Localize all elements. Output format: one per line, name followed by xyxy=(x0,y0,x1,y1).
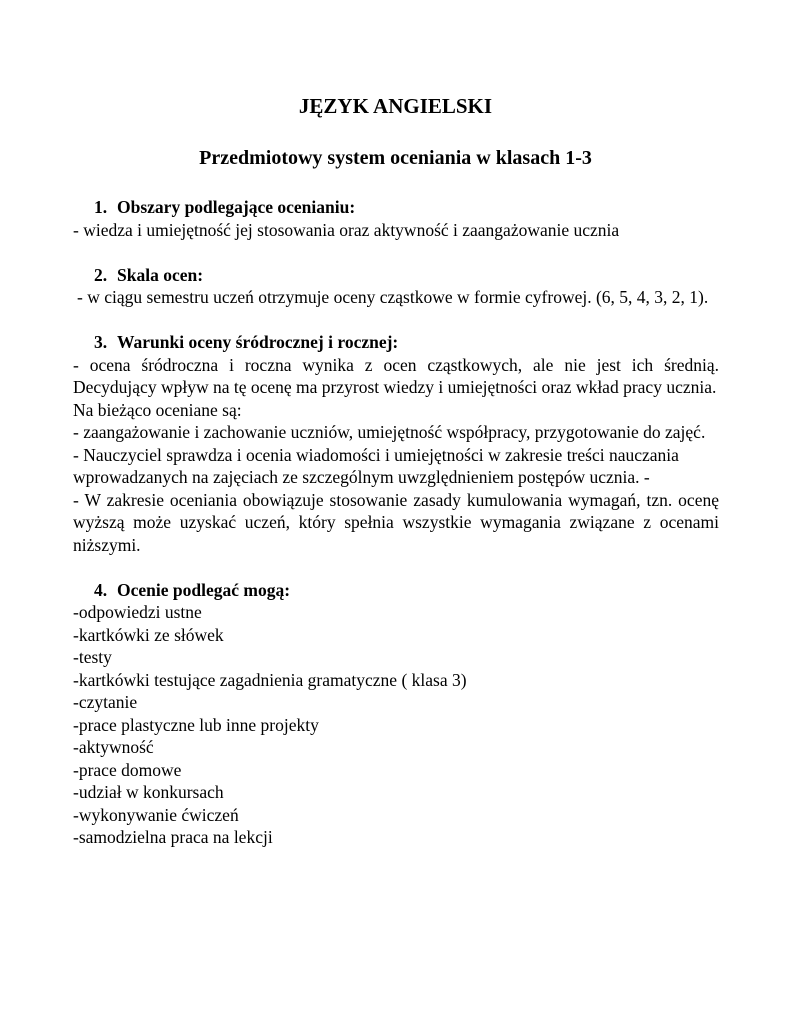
assessable-items-list xyxy=(73,601,719,849)
paragraph: - Nauczyciel sprawdza i ocenia wiadomości i umiejętności w zakresie treści nauczania xyxy=(73,444,679,465)
section-heading-text: Warunki oceny śródrocznej i rocznej: xyxy=(117,332,399,352)
paragraph: - zaangażowanie i zachowanie uczniów, umiejętność współpracy, przygotowanie do zajęć. xyxy=(73,422,706,442)
section-heading xyxy=(73,331,719,354)
paragraph: Na bieżąco oceniane są: xyxy=(73,399,242,420)
paragraph: - ocena śródroczna i roczna wynika z ocen cząstkowych, ale nie jest ich średnią. Decydujący wpływ na tę ocenę ma przyrost wiedzy i umiejętności oraz wkład pracy ucznia. xyxy=(73,354,719,397)
section-number: 1. xyxy=(94,197,108,217)
document-body xyxy=(73,196,719,871)
list-item: -czytanie xyxy=(73,692,138,712)
list-item: -prace plastyczne lub inne projekty xyxy=(73,714,319,735)
list-item: -samodzielna praca na lekcji xyxy=(73,827,273,847)
section-heading-text: Ocenie podlegać mogą: xyxy=(117,579,291,600)
list-item: -wykonywanie ćwiczeń xyxy=(73,804,239,825)
paragraph: wprowadzanych na zajęciach ze szczególnym uwzględnieniem postępów ucznia. - xyxy=(73,467,650,487)
paragraph: - wiedza i umiejętność jej stosowania oraz aktywność i zaangażowanie ucznia xyxy=(73,219,620,240)
document-subtitle: Przedmiotowy system oceniania w klasach 1-3 xyxy=(199,147,592,169)
section-number: 4. xyxy=(94,579,108,600)
list-item: -kartkówki ze słówek xyxy=(73,624,224,645)
section-grading-scale xyxy=(73,264,719,309)
section-heading-text: Obszary podlegające ocenianiu: xyxy=(117,197,356,217)
section-heading-text: Skala ocen: xyxy=(117,264,204,285)
section-grading-conditions xyxy=(73,331,719,556)
list-item: -udział w konkursach xyxy=(73,782,224,802)
list-item: -prace domowe xyxy=(73,759,182,780)
list-item: -kartkówki testujące zagadnienia gramatyczne ( klasa 3) xyxy=(73,669,467,690)
section-number: 2. xyxy=(94,264,108,285)
document-title: JĘZYK ANGIELSKI xyxy=(298,94,493,118)
section-heading xyxy=(73,579,719,602)
section-heading xyxy=(73,196,719,219)
section-number: 3. xyxy=(94,332,108,352)
section-heading xyxy=(73,264,719,287)
paragraph: - w ciągu semestru uczeń otrzymuje oceny cząstkowe w formie cyfrowej. (6, 5, 4, 3, 2, 1). xyxy=(77,287,709,307)
section-assessment-areas xyxy=(73,196,719,241)
list-item: -aktywność xyxy=(73,737,154,757)
paragraph: - W zakresie oceniania obowiązuje stosowanie zasady kumulowania wymagań, tzn. ocenę wyższą może uzyskać uczeń, który spełnia wszystkie wymagania związane z ocenami niższymi. xyxy=(73,489,719,555)
list-item: -odpowiedzi ustne xyxy=(73,602,202,622)
section-assessable-items xyxy=(73,579,719,849)
list-item: -testy xyxy=(73,647,112,667)
